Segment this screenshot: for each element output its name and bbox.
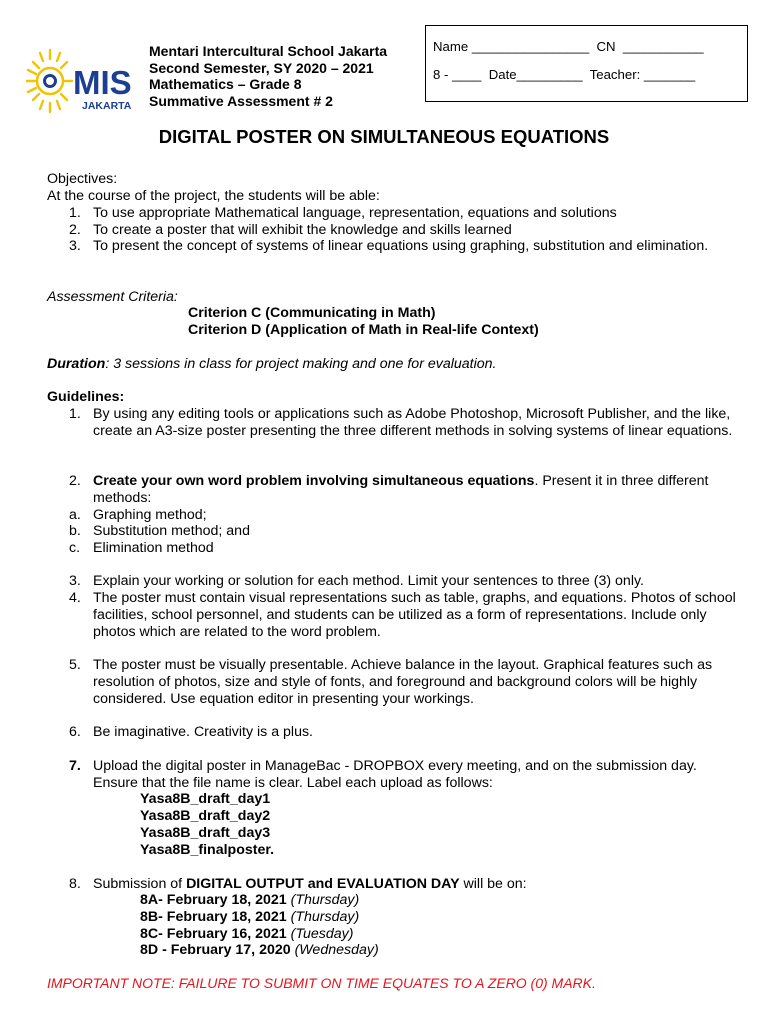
important-note: IMPORTANT NOTE: FAILURE TO SUBMIT ON TIME EQUATES TO A ZERO (0) MARK. <box>47 975 596 991</box>
duration-line <box>47 356 737 373</box>
svg-text:MIS: MIS <box>73 64 132 101</box>
name-cn-field[interactable]: Name ________________ CN ___________ <box>433 39 704 54</box>
schedule-row: 8D - February 17, 2020 (Wednesday) <box>140 942 379 958</box>
criteria-heading: Assessment Criteria: <box>47 289 178 305</box>
schedule-row: 8A- February 18, 2021 (Thursday) <box>140 892 360 908</box>
upload-filename: Yasa8B_draft_day1 <box>140 791 271 807</box>
page-title: DIGITAL POSTER ON SIMULTANEOUS EQUATIONS <box>158 126 610 147</box>
semester: Second Semester, SY 2020 – 2021 <box>149 59 374 76</box>
objectives-intro: At the course of the project, the students will be able: <box>47 188 380 204</box>
criterion-c: Criterion C (Communicating in Math) <box>188 305 436 321</box>
section-date-teacher-field[interactable]: 8 - ____ Date_________ Teacher: _______ <box>433 67 696 82</box>
schedule-row: 8B- February 18, 2021 (Thursday) <box>140 909 360 925</box>
upload-filename: Yasa8B_finalposter. <box>140 842 275 858</box>
assessment-number: Summative Assessment # 2 <box>149 92 333 109</box>
svg-text:JAKARTA: JAKARTA <box>82 100 132 112</box>
criterion-d: Criterion D (Application of Math in Real-life Context) <box>188 322 539 338</box>
sun-logo-icon <box>26 46 144 116</box>
guidelines-heading: Guidelines: <box>47 389 125 405</box>
schedule-row: 8C- February 16, 2021 (Tuesday) <box>140 926 354 942</box>
subject: Mathematics – Grade 8 <box>149 76 302 92</box>
school-name: Mentari Intercultural School Jakarta <box>149 43 388 59</box>
duration-label: Duration <box>47 356 106 372</box>
student-id-box <box>425 25 748 102</box>
school-info <box>149 43 387 109</box>
upload-filename: Yasa8B_draft_day3 <box>140 825 271 841</box>
objectives-heading: Objectives: <box>47 171 118 187</box>
duration-text: : 3 sessions in class for project making and one for evaluation. <box>105 356 497 372</box>
school-logo <box>26 46 144 116</box>
upload-filename: Yasa8B_draft_day2 <box>140 808 271 824</box>
